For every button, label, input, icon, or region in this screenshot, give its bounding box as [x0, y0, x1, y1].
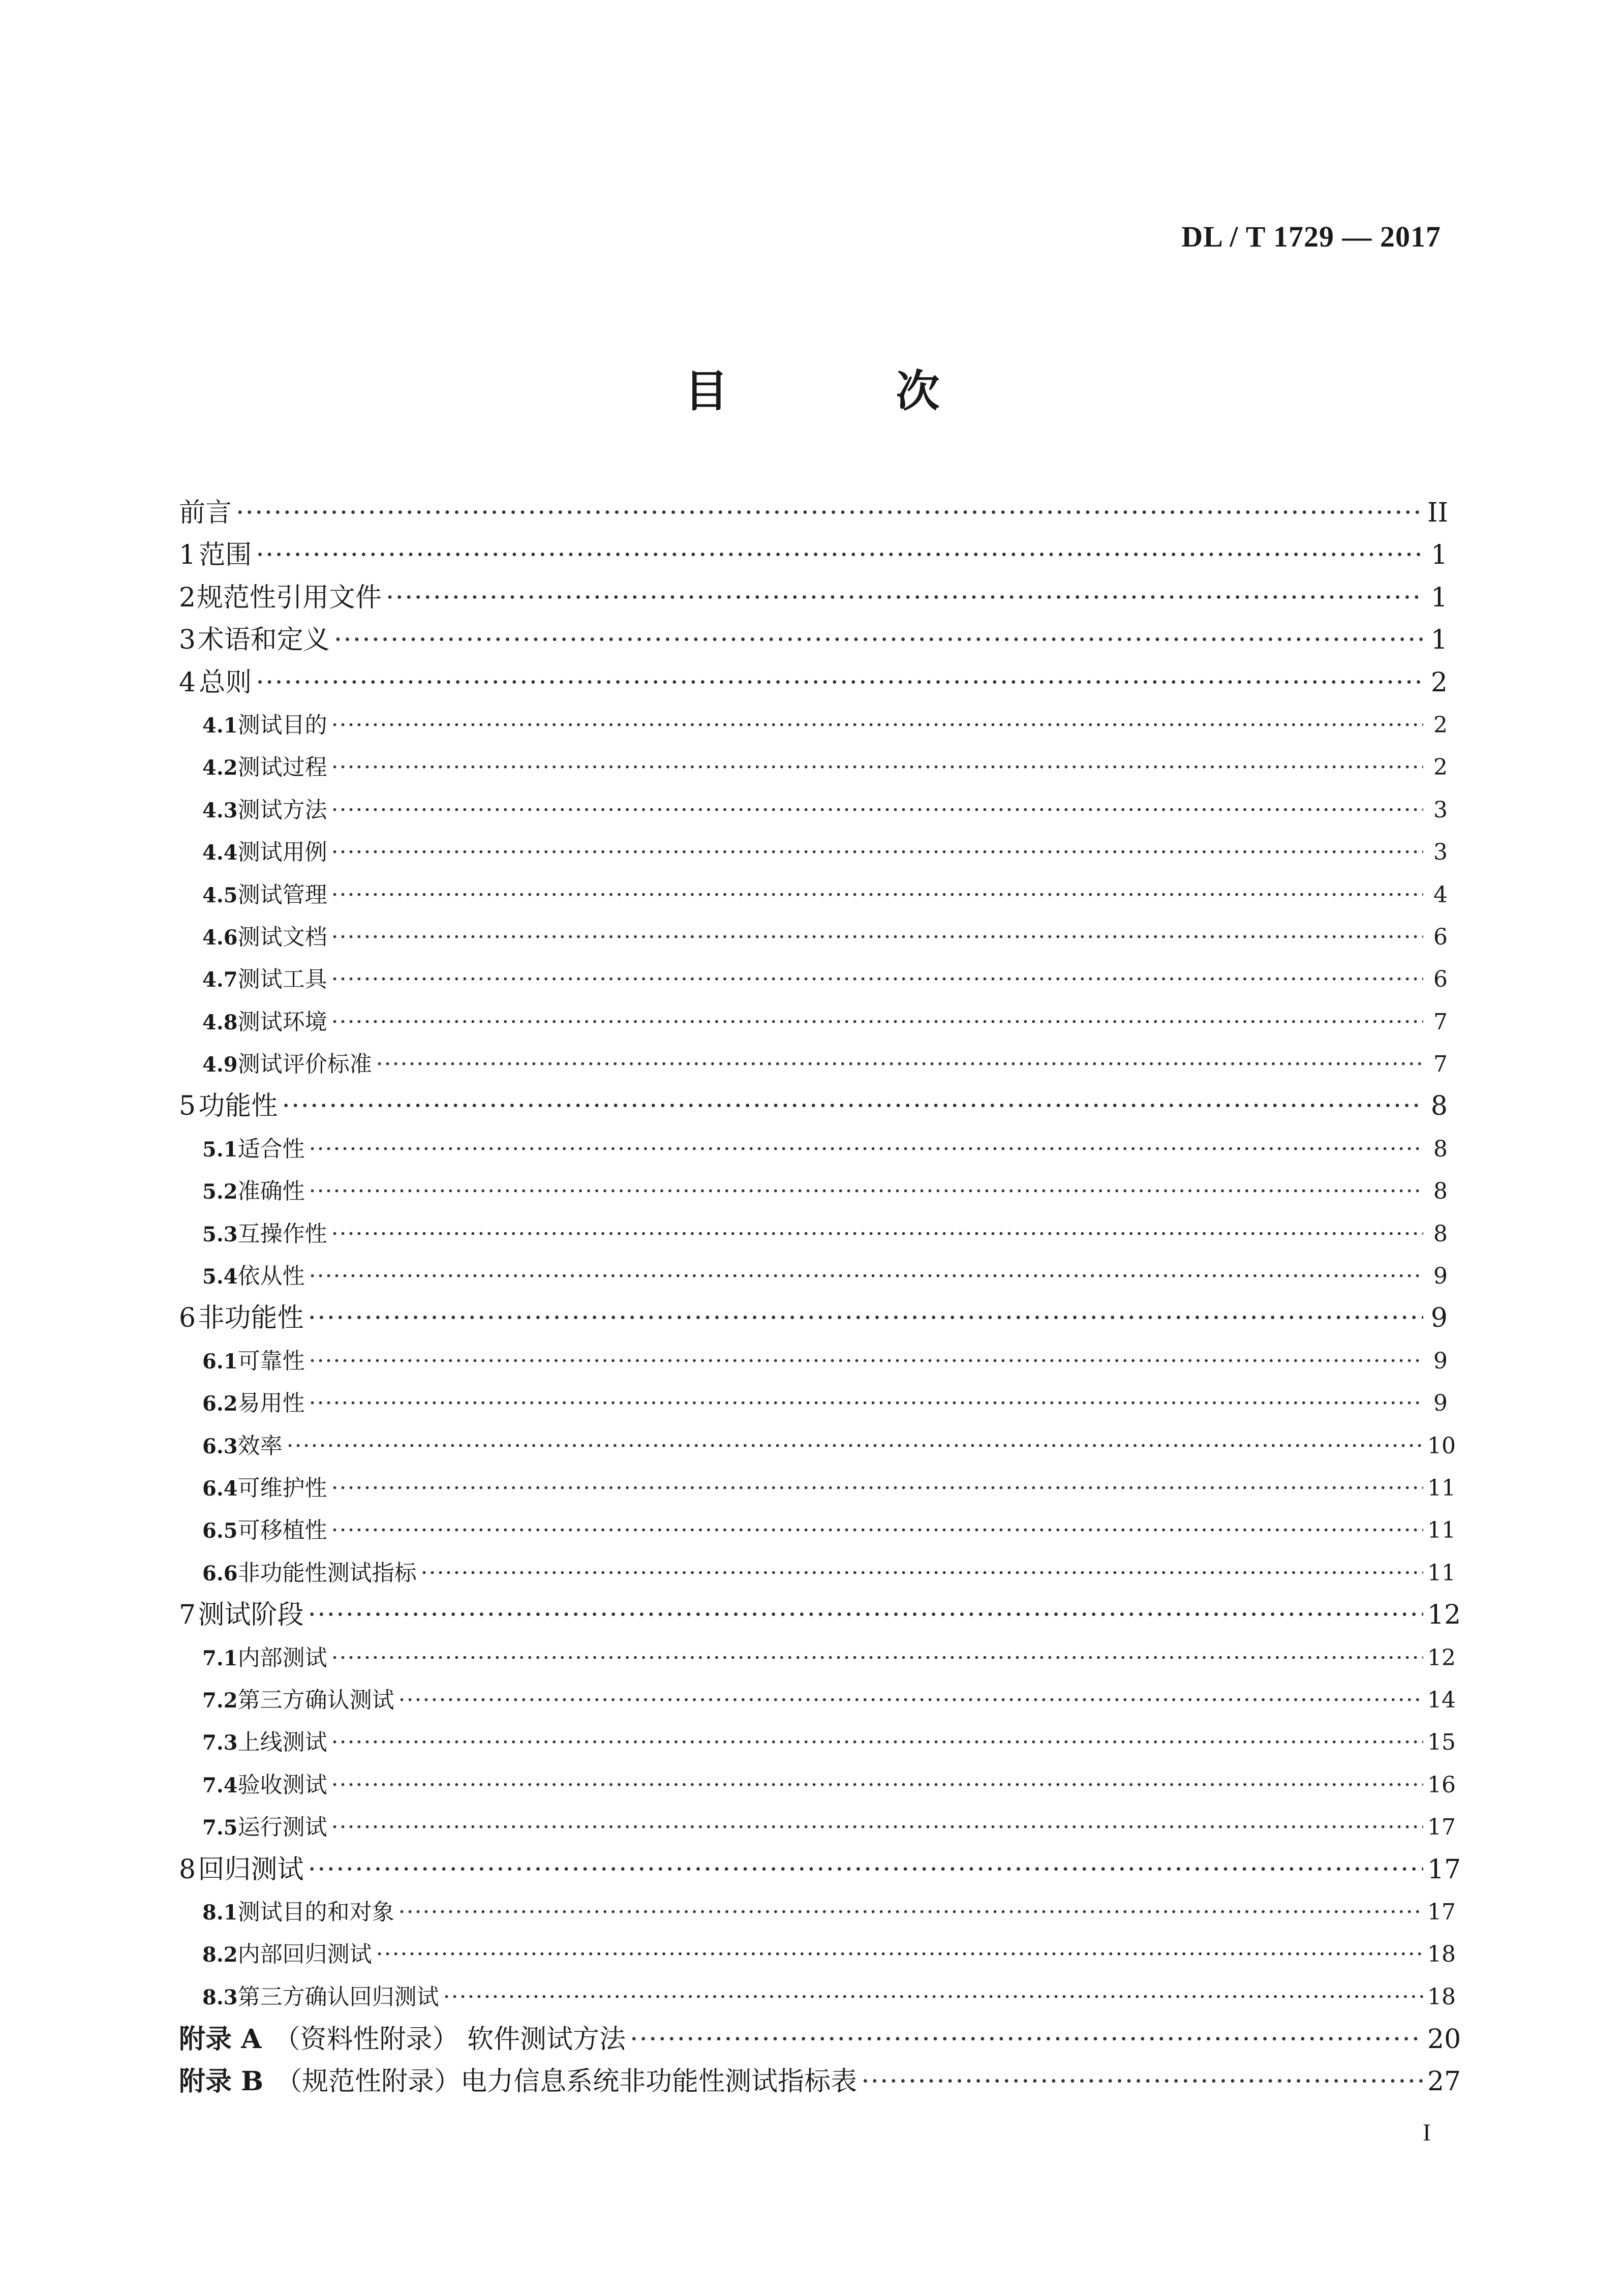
toc-entry-text: 术语和定义: [197, 625, 330, 656]
toc-row[interactable]: [179, 662, 1448, 704]
toc-entry-number: 8.1: [202, 1900, 238, 1925]
toc-entry-text: （规范性附录）电力信息系统非功能性测试指标表: [275, 2066, 857, 2097]
toc-entry-number: 6.3: [202, 1434, 238, 1458]
toc-entry-number: 7.2: [202, 1688, 238, 1713]
toc-entry-number: 6.1: [202, 1349, 238, 1374]
toc-entry-page: 8: [1433, 1221, 1448, 1247]
toc-row[interactable]: [179, 958, 1448, 1000]
toc-entry-text: 第三方确认测试: [237, 1687, 394, 1713]
toc-entry-page: 7: [1433, 1051, 1448, 1078]
toc-entry-number: 6.6: [202, 1561, 238, 1585]
toc-row[interactable]: [179, 1255, 1448, 1297]
toc-entry-number: 7.5: [202, 1816, 238, 1840]
dot-leader: [287, 1425, 1423, 1467]
toc-entry-number: 6.4: [202, 1476, 238, 1501]
dot-leader: [376, 1933, 1423, 1975]
toc-entry-page: II: [1427, 498, 1449, 528]
toc-entry-text: 可移植性: [237, 1517, 327, 1544]
toc-entry-page: 8: [1430, 1091, 1448, 1122]
toc-row[interactable]: [179, 874, 1448, 916]
dot-leader: [331, 1509, 1423, 1551]
toc-entry-page: 11: [1427, 1560, 1456, 1586]
toc-entry-page: 11: [1427, 1475, 1456, 1501]
toc-entry-text: 验收测试: [237, 1772, 327, 1798]
toc-entry-page: 14: [1427, 1687, 1456, 1713]
dot-leader: [386, 577, 1423, 619]
dot-leader: [399, 1679, 1423, 1721]
toc-entry-number: 4.2: [202, 756, 238, 780]
toc-entry-text: 可维护性: [237, 1475, 327, 1501]
toc-entry-page: 9: [1433, 1263, 1448, 1290]
toc-entry-text: 测试目的和对象: [237, 1899, 394, 1925]
toc-entry-number: 6.2: [202, 1392, 238, 1416]
toc-entry-text: 上线测试: [237, 1729, 327, 1756]
toc-entry-text: 测试过程: [237, 754, 327, 781]
toc-row[interactable]: [179, 619, 1448, 661]
toc-entry-text: 准确性: [237, 1178, 305, 1205]
dot-leader: [308, 1849, 1423, 1891]
toc-entry-page: 15: [1427, 1729, 1456, 1756]
toc-row[interactable]: [179, 1043, 1448, 1085]
dot-leader: [331, 1764, 1423, 1806]
toc-entry-number: 6.5: [202, 1519, 238, 1543]
toc-entry-number: 5.3: [202, 1222, 238, 1246]
toc-entry-text: 范围: [199, 540, 252, 571]
toc-row[interactable]: [179, 577, 1448, 619]
toc-row[interactable]: [179, 1594, 1461, 1636]
toc-entry-number: 7.1: [202, 1646, 238, 1670]
toc-entry-number: 1: [179, 540, 196, 571]
toc-entry-page: 7: [1433, 1009, 1448, 1035]
toc-entry-page: 6: [1433, 966, 1448, 993]
toc-row[interactable]: [179, 789, 1448, 831]
dot-leader: [309, 1255, 1423, 1297]
table-of-contents: [179, 492, 1461, 2103]
toc-entry-text: 前言: [179, 498, 232, 528]
page-title: 目 次: [684, 365, 1016, 417]
toc-entry-page: 27: [1427, 2066, 1461, 2097]
toc-row-preface[interactable]: [179, 492, 1448, 534]
dot-leader: [309, 1340, 1423, 1382]
toc-entry-number: 5.2: [202, 1180, 238, 1204]
toc-entry-page: 9: [1433, 1348, 1448, 1374]
toc-entry-number: 5: [179, 1091, 196, 1122]
toc-entry-text: 内部回归测试: [237, 1941, 372, 1968]
dot-leader: [331, 1806, 1423, 1848]
toc-row[interactable]: [179, 1425, 1456, 1467]
dot-leader: [256, 534, 1423, 576]
dot-leader: [399, 1891, 1423, 1933]
toc-entry-page: 18: [1427, 1941, 1456, 1968]
toc-entry-text: 非功能性测试指标: [237, 1560, 417, 1586]
toc-entry-text: 互操作性: [237, 1221, 327, 1247]
dot-leader: [443, 1976, 1423, 2018]
dot-leader: [861, 2061, 1423, 2103]
toc-row[interactable]: [179, 916, 1448, 958]
toc-entry-text: 第三方确认回归测试: [237, 1984, 439, 2010]
toc-entry-number: 5.4: [202, 1265, 238, 1289]
toc-entry-number: 3: [179, 625, 196, 656]
toc-entry-text: 测试环境: [237, 1009, 327, 1035]
toc-entry-page: 17: [1427, 1899, 1456, 1925]
dot-leader: [309, 1170, 1423, 1212]
toc-entry-number: 4.6: [202, 925, 238, 950]
toc-row[interactable]: [179, 1128, 1448, 1170]
toc-entry-page: 1: [1430, 625, 1448, 656]
toc-entry-text: 总则: [199, 667, 252, 698]
toc-entry-page: 17: [1427, 1854, 1461, 1885]
dot-leader: [331, 789, 1423, 831]
toc-row[interactable]: [179, 1933, 1456, 1975]
toc-entry-page: 9: [1433, 1390, 1448, 1417]
toc-entry-text: 测试管理: [237, 881, 327, 908]
toc-row[interactable]: [179, 831, 1448, 873]
toc-row[interactable]: [179, 1552, 1456, 1594]
page-number: I: [1423, 2119, 1431, 2146]
toc-entry-number: 7: [179, 1600, 196, 1631]
toc-entry-number: 7.4: [202, 1773, 238, 1797]
dot-leader: [282, 1085, 1423, 1127]
toc-entry-text: 适合性: [237, 1136, 305, 1162]
toc-entry-number: 4.9: [202, 1053, 238, 1077]
toc-entry-page: 12: [1427, 1600, 1461, 1631]
toc-entry-page: 12: [1427, 1644, 1456, 1671]
toc-entry-number: 5.1: [202, 1137, 238, 1162]
toc-entry-text: 效率: [237, 1432, 283, 1459]
toc-entry-text: 可靠性: [237, 1348, 305, 1374]
dot-leader: [256, 662, 1423, 704]
toc-entry-text: 测试用例: [237, 839, 327, 866]
toc-entry-page: 9: [1430, 1303, 1448, 1334]
toc-entry-page: 8: [1433, 1178, 1448, 1205]
toc-entry-page: 8: [1433, 1136, 1448, 1162]
toc-entry-number: 7.3: [202, 1731, 238, 1755]
toc-entry-text: 测试方法: [237, 797, 327, 823]
toc-entry-text: 测试评价标准: [237, 1051, 372, 1078]
dot-leader: [331, 874, 1423, 916]
toc-entry-page: 2: [1430, 667, 1448, 698]
toc-entry-text: 内部测试: [237, 1644, 327, 1671]
toc-entry-number: 8.2: [202, 1943, 238, 1967]
dot-leader: [331, 1721, 1423, 1763]
dot-leader: [331, 958, 1423, 1000]
toc-row[interactable]: [179, 1467, 1456, 1509]
toc-entry-text: 测试工具: [237, 966, 327, 993]
toc-row-appendix[interactable]: [179, 2060, 1461, 2102]
dot-leader: [331, 1637, 1423, 1679]
dot-leader: [421, 1552, 1423, 1594]
toc-row[interactable]: [179, 534, 1448, 576]
toc-entry-text: 规范性引用文件: [196, 582, 382, 613]
toc-entry-page: 2: [1433, 754, 1448, 781]
toc-entry-number: 4.4: [202, 841, 238, 865]
toc-row[interactable]: [179, 1849, 1461, 1891]
dot-leader: [630, 2019, 1423, 2061]
toc-row[interactable]: [179, 1170, 1448, 1212]
toc-row[interactable]: [179, 1976, 1456, 2018]
dot-leader: [334, 619, 1423, 661]
dot-leader: [331, 1001, 1423, 1043]
toc-row[interactable]: [179, 1382, 1448, 1424]
toc-entry-page: 16: [1427, 1772, 1456, 1798]
toc-entry-page: 3: [1433, 797, 1448, 823]
toc-entry-number: 4.7: [202, 968, 238, 992]
toc-entry-page: 1: [1430, 582, 1448, 613]
toc-entry-text: 非功能性: [198, 1303, 304, 1334]
toc-entry-number: 8: [179, 1854, 196, 1885]
standard-number: DL / T 1729 — 2017: [1181, 220, 1441, 253]
toc-row[interactable]: [179, 1213, 1448, 1255]
toc-entry-number: 4.5: [202, 883, 238, 907]
toc-entry-page: 18: [1427, 1984, 1456, 2010]
toc-row[interactable]: [179, 1637, 1456, 1679]
toc-entry-number: 6: [179, 1303, 196, 1334]
dot-leader: [331, 831, 1423, 873]
toc-row[interactable]: [179, 1806, 1456, 1848]
dot-leader: [309, 1128, 1423, 1170]
toc-entry-text: 功能性: [198, 1091, 278, 1122]
toc-entry-page: 1: [1430, 540, 1448, 571]
toc-row[interactable]: [179, 1085, 1448, 1127]
dot-leader: [331, 704, 1423, 746]
toc-row[interactable]: [179, 1297, 1448, 1339]
toc-row[interactable]: [179, 1509, 1456, 1551]
toc-entry-page: 11: [1427, 1517, 1456, 1544]
dot-leader: [308, 1297, 1423, 1339]
toc-entry-text: 测试阶段: [198, 1600, 304, 1631]
dot-leader: [331, 1213, 1423, 1255]
toc-entry-page: 10: [1427, 1432, 1456, 1459]
appendix-label: 附录 B: [179, 2066, 264, 2097]
toc-entry-text: 易用性: [237, 1390, 305, 1417]
toc-entry-page: 6: [1433, 924, 1448, 950]
toc-row[interactable]: [179, 1721, 1456, 1763]
toc-entry-text: （资料性附录） 软件测试方法: [273, 2024, 626, 2055]
toc-row[interactable]: [179, 1340, 1448, 1382]
toc-row-appendix[interactable]: [179, 2018, 1461, 2060]
toc-row[interactable]: [179, 1001, 1448, 1043]
toc-entry-number: 4.3: [202, 798, 238, 822]
dot-leader: [376, 1043, 1423, 1085]
dot-leader: [331, 746, 1423, 788]
toc-entry-text: 测试目的: [237, 712, 327, 738]
toc-row[interactable]: [179, 1764, 1456, 1806]
toc-entry-number: 2: [179, 582, 196, 613]
toc-entry-page: 2: [1433, 712, 1448, 738]
appendix-label: 附录 A: [179, 2024, 262, 2055]
toc-entry-number: 4.8: [202, 1010, 238, 1034]
toc-entry-text: 回归测试: [198, 1854, 304, 1885]
toc-entry-page: 17: [1427, 1814, 1456, 1841]
dot-leader: [309, 1382, 1423, 1424]
toc-row[interactable]: [179, 704, 1448, 746]
toc-entry-number: 4: [179, 667, 196, 698]
toc-row[interactable]: [179, 1679, 1456, 1721]
toc-entry-text: 运行测试: [237, 1814, 327, 1841]
toc-entry-text: 测试文档: [237, 924, 327, 950]
toc-entry-text: 依从性: [237, 1263, 305, 1290]
toc-entry-number: 4.1: [202, 713, 238, 738]
toc-entry-page: 4: [1433, 881, 1448, 908]
dot-leader: [331, 1467, 1423, 1509]
toc-row[interactable]: [179, 1891, 1456, 1933]
toc-entry-page: 20: [1427, 2024, 1461, 2055]
toc-entry-number: 8.3: [202, 1985, 238, 2009]
dot-leader: [236, 492, 1423, 534]
toc-row[interactable]: [179, 746, 1448, 788]
dot-leader: [331, 916, 1423, 958]
toc-entry-page: 3: [1433, 839, 1448, 866]
dot-leader: [308, 1594, 1423, 1636]
